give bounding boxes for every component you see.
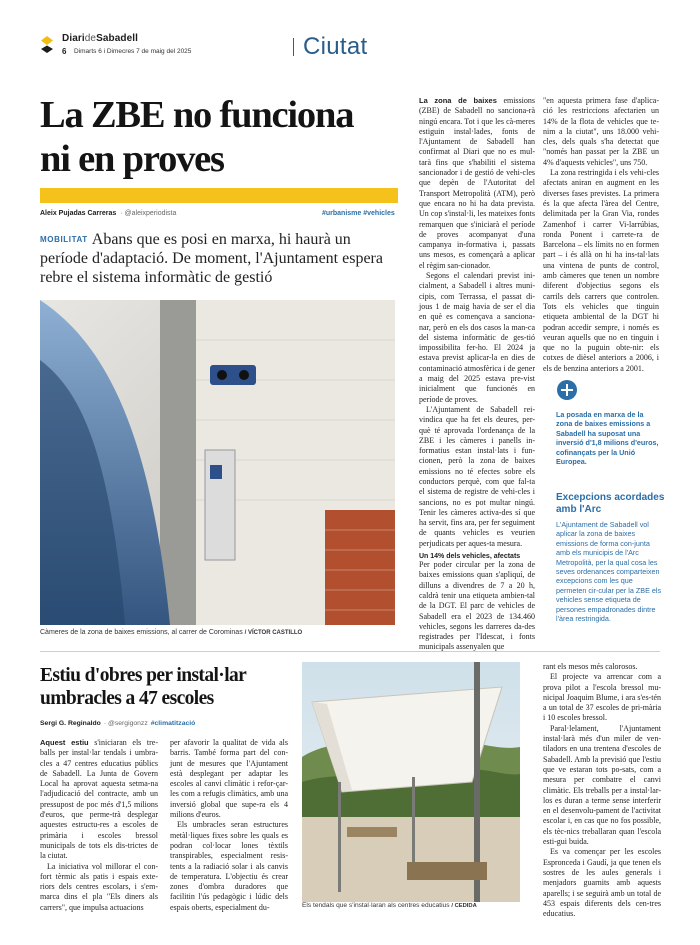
kicker-label: MOBILITAT — [40, 235, 88, 244]
issue-date: Dimarts 6 i Dimecres 7 de maig del 2025 — [74, 48, 192, 55]
body-paragraph: Paral·lelament, l'Ajuntament instal·larà més d'un miler de ven-tiladors en una trentena d'escoles de Sabadell. Amb la previsió que l'estiu que ve estaran tots po-sats, com a mesura per combatre el canvi climàtic. Els treballs per a instal·lar-los es duran a terme sense interferir en el desenvolu-pament de l'activitat escolar i, en cas que no fos possible, els tèc-nics treballaran quan l'escola esti-gui buida. — [543, 723, 661, 847]
article-2-headline — [40, 664, 290, 710]
sidebar-text: L'Ajuntament de Sabadell vol aplicar la zona de baixes emissions de forma con-junta amb els municipis de l'Arc Metropolità, per la qual cosa les seves ordenances comparteixen excepcions com les que permeten cir-cular per la ZBE els vehicles sense etiqueta de persones empadronades dintre l'àrea restringida. — [556, 520, 662, 624]
author-name[interactable]: Aleix Pujadas Carreras — [40, 210, 117, 217]
photo-caption: Càmeres de la zona de baixes emissions, al carrer de Corominas / VÍCTOR CASTILLO — [40, 629, 303, 636]
lead-in: La zona de baixes — [419, 96, 497, 105]
article-2-column-1: Aquest estiu s'iniciaran els tre-balls per instal·lar tendals i umbra-cles a 47 centres educatius públics de Sabadell. La Junta de Govern Local ha aprovat aquesta setma-na l'adjudicació del contracte, amb un pressupost de poc més d'1,5 milions d'euros, que perme-trà desplegar aquestes estructu-res a escoles de primària i escoles bressol municipals de tots els dis-trictes de la ciutat. La iniciativa vol millorar el con-fort tèrmic als patis i espais exte-riors dels centres escolars, i s'em-marca dins el pla "Els diners als carrers", que impulsa actuacions — [40, 738, 159, 912]
body-paragraph: rant els mesos més calorosos. — [543, 662, 638, 671]
section-title[interactable]: Ciutat — [303, 33, 368, 60]
article-headline — [40, 93, 400, 181]
photo-credit: / VÍCTOR CASTILLO — [244, 630, 303, 636]
body-paragraph: La zona restringida i els vehi-cles afectats aniran en augment en les diverses fases previstes. La primera és la que afecta l'àrea del Centre, delimitada per la Gran Via, rondes Zamenhof i carrer Vi-larrúbias, ronda Ponent i carrete-ra de Barcelona – els límits no en formen part – i és allà on hi ha ins-tal·lats una vintena de punts de control, amb càmeres que tenen un nombre diferent d'objectius segons els carrils dels carrers que controlen. Tots els vehicles que tinguin etiqueta ambiental de la DGT hi podran accedir sempre, i només es veuran aquells que no en tinguin i que no la puguin obte-nir: els cotxes de dièsel anteriors a 2006, i els de benzina anteriors a 2001. — [543, 168, 659, 373]
article-2-column-2 — [170, 738, 288, 913]
subheading: Un 14% dels vehicles, afectats — [419, 553, 521, 561]
body-paragraph: Es va començar per les escoles Espronceda i Gaudí, ja que tenen els sostres de les aules generals i menjadors guarnits amb aquests aparells; i se seguirà amb un total de 453 espais diferents dels cen-tres educatius. — [543, 847, 661, 919]
author-name[interactable]: Sergi G. Reginaldo — [40, 720, 101, 727]
school-shade-photo — [302, 662, 520, 902]
zbe-camera-photo — [40, 300, 395, 625]
article-divider — [40, 651, 660, 652]
body-paragraph: Segons el calendari previst ini-cialment, a Sabadell i altres muni-cipis, com Terrassa, el passat di-jous 1 de maig havia de ser el dia en què es començava a sanciona-nar, però en els dos casos la man-ca del sistema informàtic de ges-tió impossibilita fer-ho. El 2024 ja estava previst aplicar-la en dies de contaminació atmosfèrica i de gener a maig del 2025 estava pre-vist inicialment que funcionés en període de proves. — [419, 271, 535, 404]
author-handle[interactable]: · @sergigonzz — [103, 720, 148, 727]
kicker-text: Abans que es posi en marxa, hi haurà un període d'adaptació. De moment, l'Ajuntament espera rebre el sistema informàtic de gestió — [40, 231, 383, 286]
headline-line-1: Estiu d'obres per instal·lar — [40, 665, 247, 686]
headline-line-1: La ZBE no funciona — [40, 94, 354, 136]
body-paragraph: El projecte va arrencar com a prova pilot a l'escola bressol mu-nicipal Joaquim Blume, i ara s'es-tén a un total de 37 escoles de pri-mària i 10 escoles bressol. — [543, 672, 661, 723]
section-divider — [293, 38, 294, 56]
headline-line-2: ni en proves — [40, 138, 224, 180]
photo-caption: Els tendals que s'instal·laran als centres educatius / CEDIDA — [302, 902, 477, 909]
plus-icon — [557, 380, 577, 400]
diari-logo-icon — [41, 36, 53, 53]
body-paragraph: La iniciativa vol millorar el con-fort tèrmic als patis i espais exte-riors dels centres escolars, i s'em-marca dins el pla "Els diners als carrers", que impulsa actuacions — [40, 861, 158, 912]
body-paragraph: Els umbracles seran estructures metàl·liques fixes sobre les quals es podran col·locar lones tèxtils transpirables, especialment resis-tents a la radiació solar i als canvis de temperatura. L'objectiu és crear zones d'ombra duradores que facilitin l'ús pedagògic i lúdic dels espais oberts, especialment du- — [170, 820, 288, 912]
body-paragraph: "en aquesta primera fase d'aplica-ció les restriccions afectarien un 14% de la flota de vehicles que te-nim a la ciutat", uns 18.000 vehi-cles, dels quals s'ha detectat que "només han passat per la ZBE un 4% d'aquests vehicles", uns 750. — [543, 96, 659, 167]
article-byline — [40, 210, 176, 217]
sidebar-note: La posada en marxa de la zona de baixes emissions a Sabadell ha suposat una inversió d'1,8 milions d'euros, cofinançats per la Unió Europea. — [556, 410, 659, 467]
author-handle[interactable]: · @aleixperiodista — [120, 210, 177, 217]
article-2-column-3 — [543, 662, 661, 919]
article-tags[interactable]: #climatització — [150, 720, 196, 727]
photo-credit: / CEDIDA — [451, 903, 477, 909]
lead-in: Aquest estiu — [40, 738, 89, 747]
body-paragraph: Per poder circular per la zona de baixes emissions quan s'apliquí, de dilluns a divendres de 7 a 20 h, caldrà tenir una etiqueta ambien-tal de la DGT. El parc de vehicles de Sabadell era el 2023 de 134.460 vehicles, segons les darreres da-des registrades per l'Idescat, i fonts municipals assenyalen que — [419, 560, 535, 652]
headline-line-2: umbracles a 47 escoles — [40, 688, 214, 709]
article-body-column-1: La zona de baixes emissions (ZBE) de Sabadell no sanciona-rà ningú encara. Tot i que les cà-meres estiguin instal·lades, fonts de l'Ajuntament de Sabadell han confirmat al Diari que no es mul-tarà fins que s'habiliti el sistema sancionador i de gestió de vehi-cles que depèn de l'Autoritat del Transport Metropolità (ATM), però que encara no hi ha data prevista. Un cop s'instal·li, les mateixes fonts remarquen que s'iniciarà el període de proves acompanyat d'una campanya in-formativa i, passats uns mesos, es començarà a aplicar el règim san-cionador. Segons el calendari previst ini-cialment, a Sabadell i altres muni-cipis, com Terrassa, el passat di-jous 1 de maig havia de ser el dia en què es començava a sanciona-nar, però en els dos casos la man-ca del sistema informàtic de ges-tió impossibilita fer-ho. El 2024 ja estava previst aplicar-la en dies de contaminació atmosfèrica i de gener a maig del 2025 estava pre-vist inicialment que funcionés en període de proves. L'Ajuntament de Sabadell rei-vindica que ha fet els deures, per-què té aprovada l'ordenança de la ZBE i les càmeres i panells in-formatius estan instal·lats i fun-cionen, però la zona de baixes emissions no té efectes sobre els conductors perquè, com que fal-ta el sistema de registre de vehi-cles i sancions, no es pot multar ningú. Tenir les càmeres activa-des sí que ha servit, fins ara, per fer seguiment de quants vehicles es veurien perjudicats per aques-ta mesura. Un 14% dels vehicles, afectats Per poder circular per la zona de baixes emissions quan s'apliquí, de dilluns a divendres de 7 a 20 h, caldrà tenir una etiqueta ambien-tal de la DGT. El parc de vehicles de Sabadell era el 2023 de 134.460 vehicles, segons les darreres da-des registrades per l'Idescat, i fonts municipals assenyalen que — [419, 96, 535, 652]
page-number: 6 — [62, 47, 67, 56]
body-paragraph: L'Ajuntament de Sabadell rei-vindica que ha fet els deures, per-què té aprovada l'ordenança de la ZBE i les càmeres i panells in-formatius estan instal·lats i fun-cionen, però la zona de baixes emissions no té efectes sobre els conductors perquè, com que fal-ta el sistema de registre de vehi-cles i sancions, no es pot multar ningú. Tenir les càmeres activa-des sí que ha servit, fins ara, per fer seguiment de quants vehicles es veurien perjudicats per aques-ta mesura. — [419, 404, 535, 548]
sidebar-title: Excepcions acordades amb l'Arc — [556, 492, 665, 515]
article-2-byline — [40, 720, 195, 727]
publication-brand[interactable]: DiarideSabadell — [62, 33, 138, 44]
body-paragraph: per afavorir la qualitat de vida als barris. També forma part del con-junt de mesures que l'Ajuntament està desplegant per adaptar les escoles al canvi climàtic i refor-çar-les com a refugis climàtics, amb una inversió global que supe-ra els 4 milions d'euros. — [170, 738, 288, 820]
article-body-column-2 — [543, 96, 659, 374]
article-tags[interactable]: #urbanisme #vehicles — [322, 210, 395, 217]
headline-accent-bar — [40, 188, 398, 203]
article-kicker — [40, 230, 402, 287]
